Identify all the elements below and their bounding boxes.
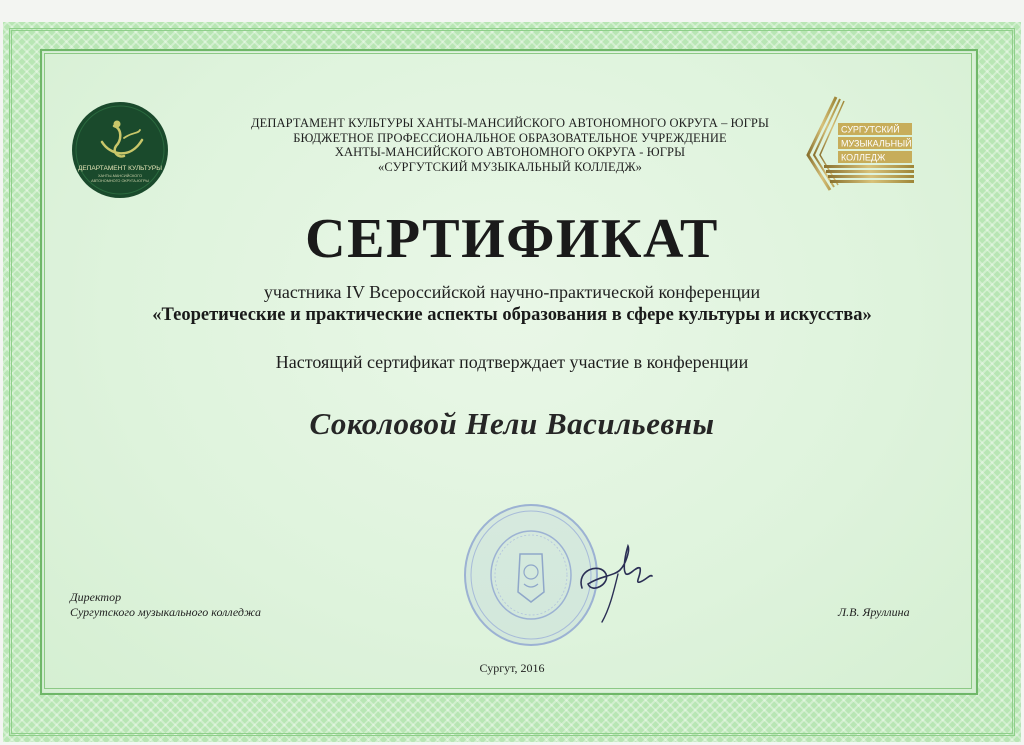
director-title xyxy=(70,590,261,620)
header-line-3: ХАНТЫ-МАНСИЙСКОГО АВТОНОМНОГО ОКРУГА - ЮГРЫ xyxy=(334,145,686,159)
music-college-logo-icon xyxy=(800,95,918,195)
signature-icon xyxy=(570,540,670,630)
department-culture-logo-icon xyxy=(70,100,170,200)
header-line-2: БЮДЖЕТНОЕ ПРОФЕССИОНАЛЬНОЕ ОБРАЗОВАТЕЛЬНОЕ УЧРЕЖДЕНИЕ xyxy=(293,130,727,145)
recipient-name: Соколовой Нели Васильевны xyxy=(309,406,715,441)
place-and-year: Сургут, 2016 xyxy=(479,661,545,675)
confirmation-text: Настоящий сертификат подтверждает участие в конференции xyxy=(275,352,749,372)
conference-title: «Теоретические и практические аспекты образования в сфере культуры и искусства» xyxy=(152,305,872,325)
college-logo-line3: КОЛЛЕДЖ xyxy=(841,152,886,163)
college-logo-line2: МУЗЫКАЛЬНЫЙ xyxy=(841,138,912,149)
svg-text:АВТОНОМНОГО ОКРУГА-ЮГРЫ: АВТОНОМНОГО ОКРУГА-ЮГРЫ xyxy=(91,179,149,183)
issuer-header xyxy=(220,116,800,174)
header-line-4: «СУРГУТСКИЙ МУЗЫКАЛЬНЫЙ КОЛЛЕДЖ» xyxy=(377,159,643,174)
certificate-title: СЕРТИФИКАТ xyxy=(305,208,719,270)
header-line-1: ДЕПАРТАМЕНТ КУЛЬТУРЫ ХАНТЫ-МАНСИЙСКОГО АВТОНОМНОГО ОКРУГА – ЮГРЫ xyxy=(251,116,769,130)
director-name: Л.В. Яруллина xyxy=(838,605,910,619)
director-title-line-1: Директор xyxy=(70,590,122,604)
participant-line: участника IV Всероссийской научно-практической конференции xyxy=(263,282,761,302)
svg-text:ДЕПАРТАМЕНТ КУЛЬТУРЫ: ДЕПАРТАМЕНТ КУЛЬТУРЫ xyxy=(78,165,162,172)
director-title-line-2: Сургутского музыкального колледжа xyxy=(70,605,262,619)
college-logo-line1: СУРГУТСКИЙ xyxy=(841,124,900,135)
svg-text:ХАНТЫ-МАНСИЙСКОГО: ХАНТЫ-МАНСИЙСКОГО xyxy=(97,174,143,178)
